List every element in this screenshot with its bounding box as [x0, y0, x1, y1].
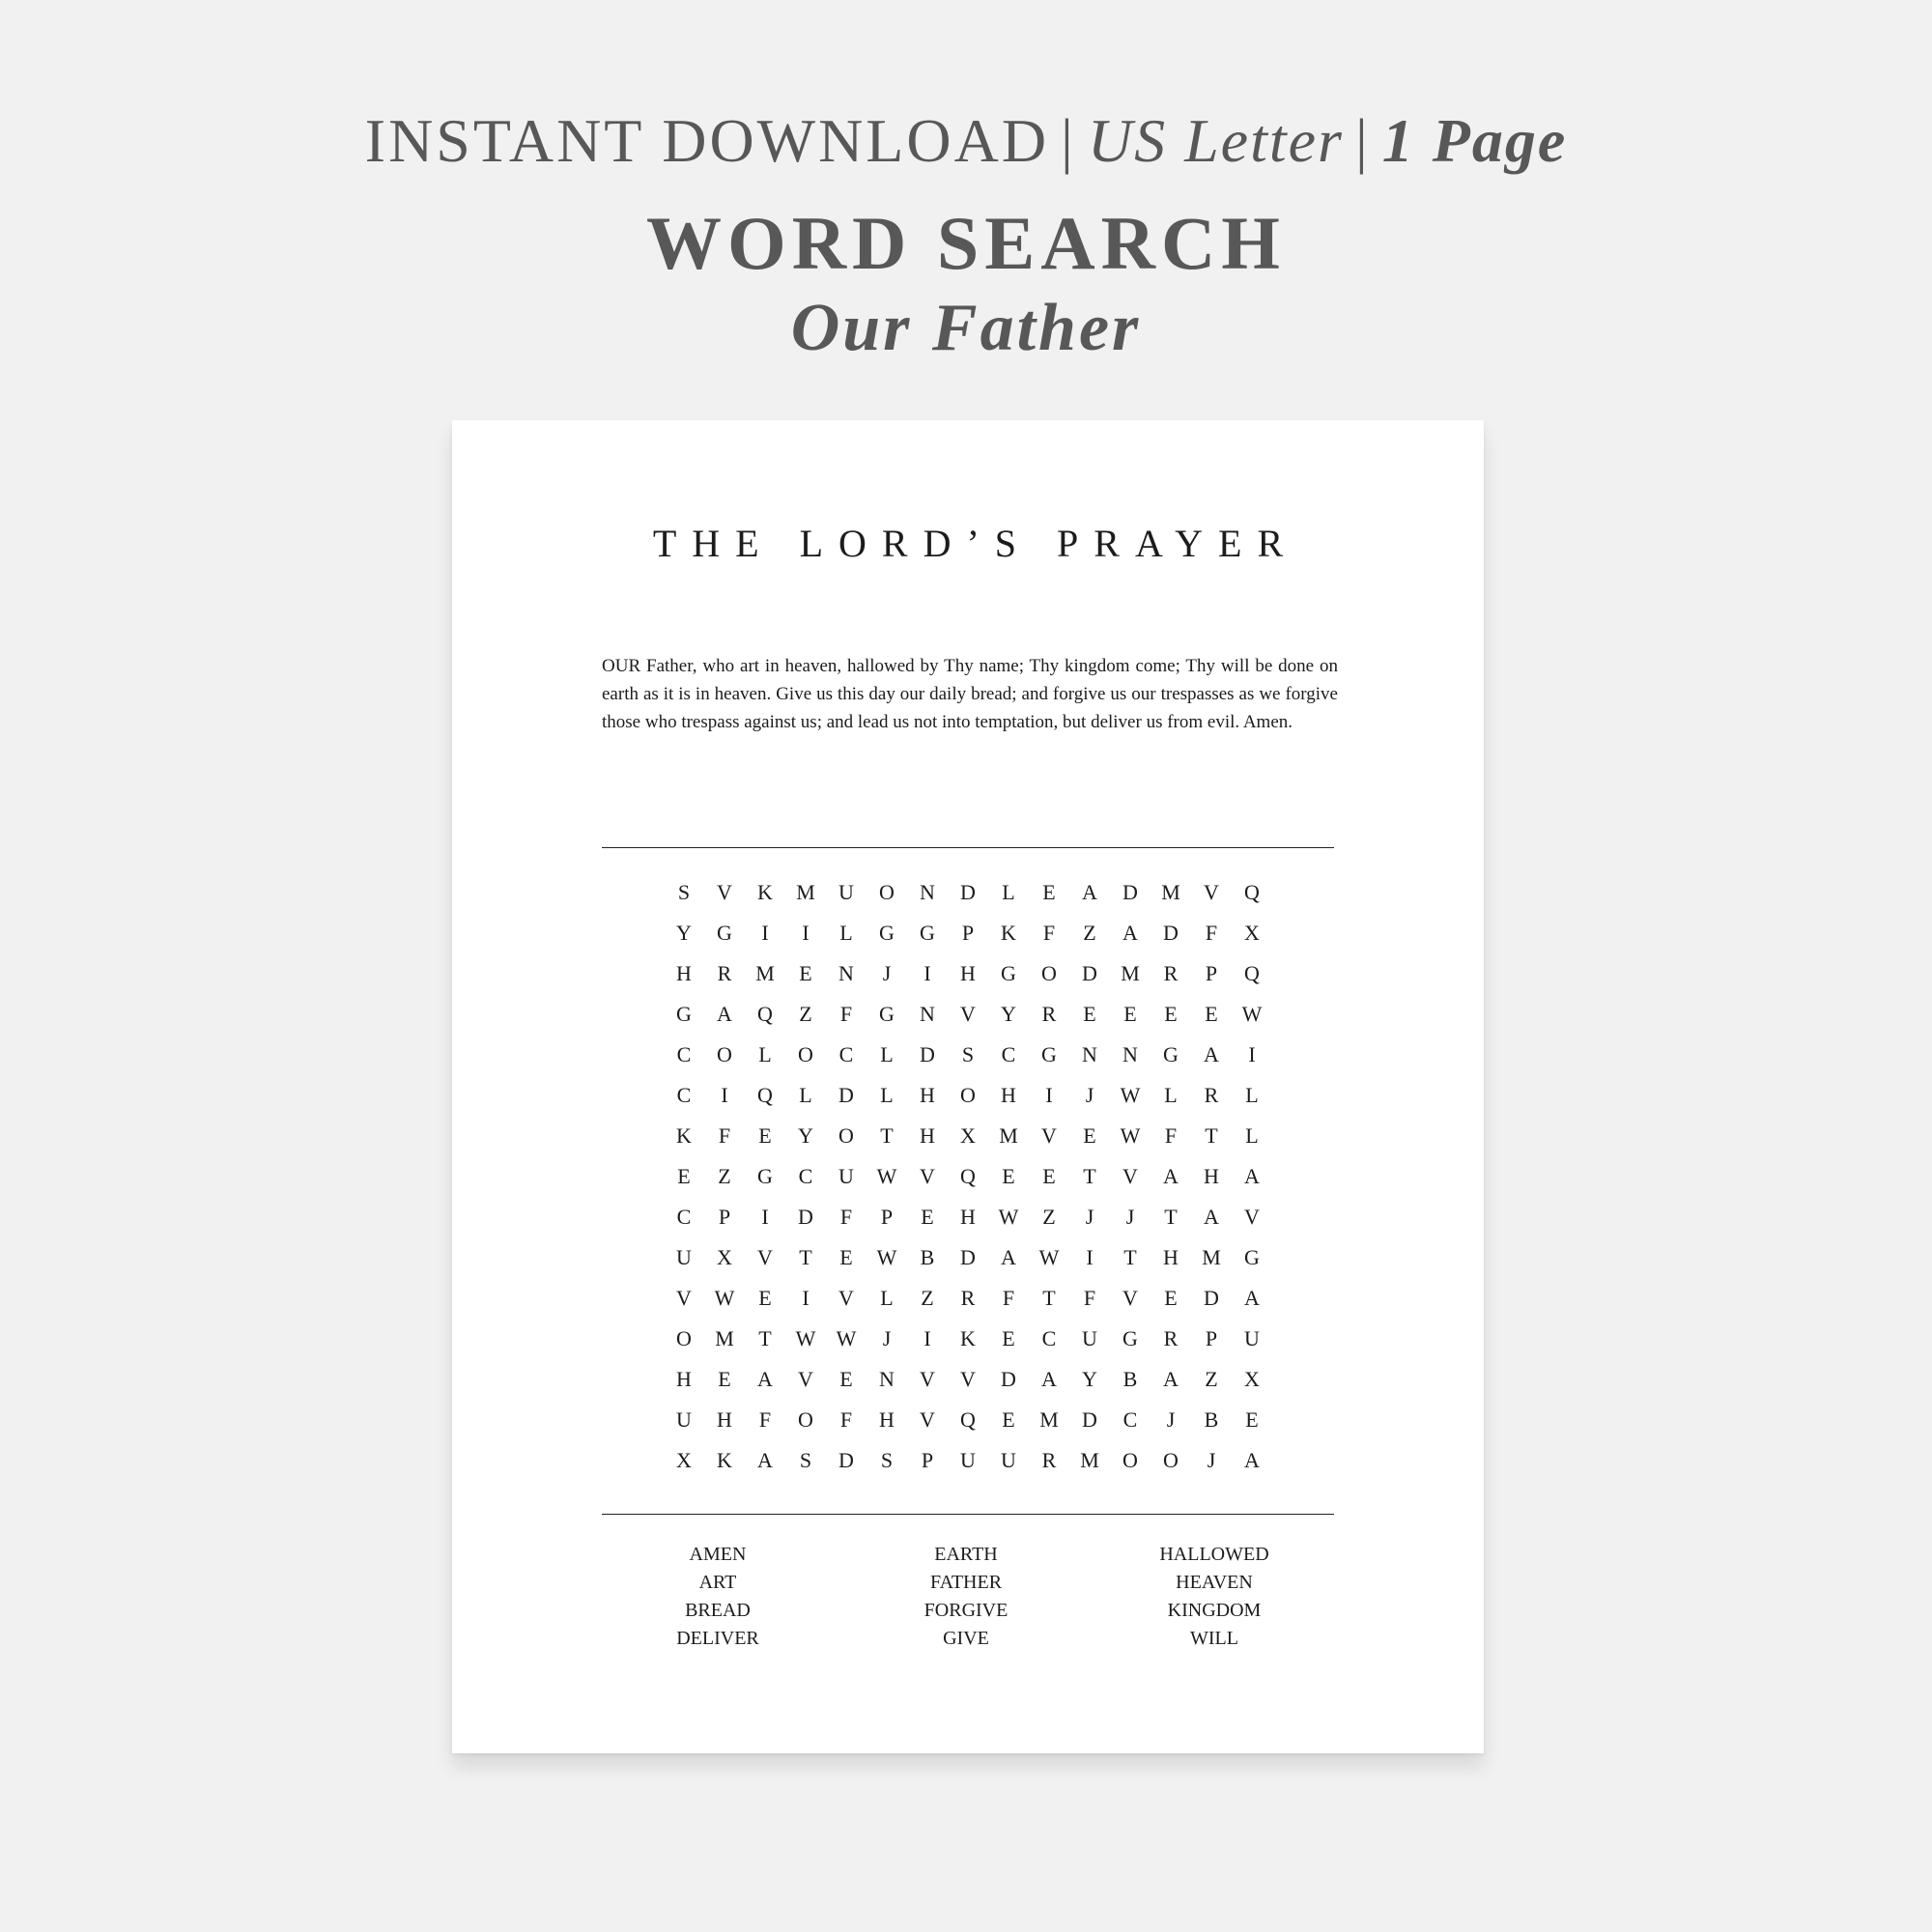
grid-letter: G — [1001, 961, 1016, 985]
grid-letter: T — [880, 1123, 894, 1148]
grid-letter: F — [1205, 921, 1218, 945]
grid-letter: D — [960, 880, 976, 904]
listing-info-line — [0, 104, 1932, 178]
grid-letter: C — [798, 1164, 813, 1188]
word-list-item: GIVE — [943, 1628, 989, 1649]
grid-letter: R — [1204, 1083, 1219, 1107]
grid-letter: L — [799, 1083, 812, 1107]
word-list-item: AMEN — [689, 1544, 747, 1565]
grid-letter: F — [758, 1407, 772, 1432]
grid-letter: W — [1120, 1123, 1141, 1148]
grid-letter: G — [920, 921, 935, 945]
grid-letter: E — [1164, 1002, 1178, 1026]
grid-letter: M — [755, 961, 775, 985]
grid-letter: D — [1204, 1286, 1219, 1310]
grid-letter: O — [960, 1083, 976, 1107]
grid-letter: S — [799, 1448, 812, 1472]
grid-letter: O — [717, 1042, 732, 1066]
grid-letter: R — [717, 961, 732, 985]
grid-letter: V — [1244, 1205, 1260, 1229]
grid-letter: V — [1122, 1164, 1138, 1188]
grid-letter: D — [1163, 921, 1179, 945]
grid-letter: H — [1001, 1083, 1016, 1107]
grid-letter: A — [1244, 1164, 1260, 1188]
grid-letter: E — [1083, 1002, 1096, 1026]
grid-letter: O — [1041, 961, 1057, 985]
grid-letter: U — [1244, 1326, 1260, 1350]
grid-letter: B — [1122, 1367, 1138, 1391]
page-count-label: 1 Page — [1381, 106, 1568, 175]
grid-letter: L — [1164, 1083, 1178, 1107]
grid-letter: R — [1163, 961, 1179, 985]
grid-letter: T — [1123, 1245, 1137, 1269]
grid-letter: V — [1041, 1123, 1057, 1148]
grid-letter: C — [1122, 1407, 1138, 1432]
grid-letter: O — [1122, 1448, 1138, 1472]
grid-letter: T — [1083, 1164, 1096, 1188]
grid-letter: V — [960, 1367, 976, 1391]
grid-letter: U — [1082, 1326, 1097, 1350]
grid-letter: I — [761, 921, 769, 945]
grid-letter: Q — [1244, 880, 1260, 904]
grid-letter: T — [1042, 1286, 1056, 1310]
word-list-item: FORGIVE — [923, 1600, 1009, 1621]
grid-letter: E — [1205, 1002, 1218, 1026]
grid-letter: P — [718, 1205, 731, 1229]
grid-letter: O — [676, 1326, 692, 1350]
grid-letter: D — [1082, 1407, 1097, 1432]
grid-letter: C — [676, 1083, 692, 1107]
printable-sheet — [452, 420, 1484, 1753]
grid-letter: Z — [799, 1002, 812, 1026]
grid-letter: M — [796, 880, 815, 904]
instant-download-label: INSTANT DOWNLOAD — [364, 106, 1050, 175]
grid-letter: Y — [1001, 1002, 1016, 1026]
grid-letter: H — [1204, 1164, 1219, 1188]
grid-letter: A — [717, 1002, 732, 1026]
grid-letter: J — [1166, 1407, 1176, 1432]
grid-letter: V — [1122, 1286, 1138, 1310]
grid-letter: I — [1086, 1245, 1094, 1269]
grid-letter: U — [676, 1407, 692, 1432]
grid-letter: J — [1125, 1205, 1135, 1229]
grid-letter: O — [798, 1042, 813, 1066]
grid-letter: E — [758, 1286, 772, 1310]
grid-letter: J — [1207, 1448, 1216, 1472]
grid-letter: N — [1082, 1042, 1097, 1066]
grid-letter: Z — [921, 1286, 934, 1310]
grid-letter: V — [920, 1367, 935, 1391]
grid-letter: X — [676, 1448, 692, 1472]
grid-letter: Q — [960, 1407, 976, 1432]
grid-letter: I — [923, 961, 931, 985]
grid-letter: J — [1085, 1205, 1094, 1229]
grid-letter: S — [961, 1042, 975, 1066]
grid-letter: H — [717, 1407, 732, 1432]
grid-letter: I — [761, 1205, 769, 1229]
word-list-item: WILL — [1190, 1628, 1238, 1649]
grid-letter: R — [1163, 1326, 1179, 1350]
grid-letter: X — [1244, 921, 1260, 945]
grid-letter: N — [838, 961, 854, 985]
grid-letter: K — [717, 1448, 732, 1472]
grid-letter: U — [1001, 1448, 1016, 1472]
word-list-item: KINGDOM — [1167, 1600, 1262, 1621]
grid-letter: N — [1122, 1042, 1138, 1066]
grid-letter: D — [1001, 1367, 1016, 1391]
grid-letter: A — [1244, 1286, 1260, 1310]
grid-letter: N — [920, 880, 935, 904]
divider — [602, 847, 1334, 848]
grid-letter: E — [1245, 1407, 1259, 1432]
grid-letter: I — [802, 921, 810, 945]
grid-letter: T — [758, 1326, 772, 1350]
grid-letter: V — [920, 1164, 935, 1188]
grid-letter: W — [714, 1286, 735, 1310]
grid-letter: C — [1001, 1042, 1016, 1066]
word-list-column — [611, 1541, 824, 1653]
grid-letter: U — [960, 1448, 976, 1472]
grid-letter: O — [879, 880, 895, 904]
word-list-item: ART — [698, 1572, 737, 1593]
grid-letter: I — [1248, 1042, 1256, 1066]
grid-letter: D — [1082, 961, 1097, 985]
grid-letter: M — [999, 1123, 1018, 1148]
grid-letter: A — [1244, 1448, 1260, 1472]
grid-letter: O — [798, 1407, 813, 1432]
grid-letter: C — [676, 1042, 692, 1066]
grid-letter: A — [1204, 1205, 1219, 1229]
grid-letter: L — [758, 1042, 772, 1066]
grid-letter: Q — [960, 1164, 976, 1188]
grid-letter: L — [880, 1083, 894, 1107]
word-list-item: FATHER — [929, 1572, 1003, 1593]
grid-letter: C — [1041, 1326, 1057, 1350]
grid-letter: H — [676, 1367, 692, 1391]
grid-letter: G — [1122, 1326, 1138, 1350]
separator: | — [1061, 106, 1076, 175]
grid-letter: P — [1205, 961, 1218, 985]
grid-letter: E — [1042, 880, 1056, 904]
grid-letter: N — [879, 1367, 895, 1391]
grid-letter: H — [960, 1205, 976, 1229]
grid-letter: G — [757, 1164, 773, 1188]
grid-letter: U — [838, 880, 854, 904]
grid-letter: W — [998, 1205, 1019, 1229]
grid-letter: L — [880, 1286, 894, 1310]
grid-letter: D — [798, 1205, 813, 1229]
grid-letter: Q — [757, 1002, 773, 1026]
grid-letter: Q — [1244, 961, 1260, 985]
grid-letter: T — [1205, 1123, 1218, 1148]
grid-letter: I — [802, 1286, 810, 1310]
grid-letter: Q — [757, 1083, 773, 1107]
grid-letter: K — [960, 1326, 976, 1350]
grid-letter: K — [757, 880, 773, 904]
word-list-item: DELIVER — [676, 1628, 759, 1649]
grid-letter: H — [920, 1123, 935, 1148]
grid-letter: M — [1121, 961, 1140, 985]
grid-letter: E — [1002, 1326, 1015, 1350]
grid-letter: E — [1042, 1164, 1056, 1188]
grid-letter: Z — [1083, 921, 1096, 945]
grid-letter: F — [1042, 921, 1056, 945]
grid-letter: X — [717, 1245, 732, 1269]
divider — [602, 1514, 1334, 1515]
grid-letter: W — [795, 1326, 816, 1350]
grid-letter: T — [799, 1245, 812, 1269]
grid-letter: A — [1163, 1164, 1179, 1188]
grid-letter: G — [1244, 1245, 1260, 1269]
grid-letter: V — [920, 1407, 935, 1432]
grid-letter: M — [1202, 1245, 1221, 1269]
grid-letter: Y — [798, 1123, 813, 1148]
grid-letter: X — [960, 1123, 976, 1148]
grid-letter: O — [838, 1123, 854, 1148]
grid-letter: E — [1002, 1407, 1015, 1432]
grid-letter: Y — [1082, 1367, 1097, 1391]
word-list-column — [860, 1541, 1072, 1653]
grid-letter: E — [677, 1164, 691, 1188]
grid-letter: B — [1204, 1407, 1219, 1432]
grid-letter: K — [676, 1123, 692, 1148]
grid-letter: A — [757, 1448, 773, 1472]
prayer-text: OUR Father, who art in heaven, hallowed by Thy name; Thy kingdom come; Thy will be done on earth as it is in heaven. Give us this day our daily bread; and forgive us our trespasses as we forgive those who trespass against us; and lead us not into temptation, but deliver us from evil. Amen. — [602, 656, 1338, 732]
grid-letter: D — [960, 1245, 976, 1269]
grid-letter: F — [1164, 1123, 1178, 1148]
grid-letter: L — [1245, 1083, 1259, 1107]
grid-letter: P — [880, 1205, 894, 1229]
grid-letter: J — [882, 1326, 892, 1350]
grid-letter: M — [1039, 1407, 1059, 1432]
grid-letter: W — [876, 1164, 897, 1188]
grid-letter: H — [920, 1083, 935, 1107]
grid-letter: E — [921, 1205, 934, 1229]
grid-letter: Z — [718, 1164, 731, 1188]
grid-letter: A — [1001, 1245, 1016, 1269]
grid-letter: X — [1244, 1367, 1260, 1391]
grid-letter: S — [677, 880, 691, 904]
grid-letter: K — [1001, 921, 1016, 945]
grid-letter: W — [1038, 1245, 1060, 1269]
grid-letter: G — [1163, 1042, 1179, 1066]
grid-letter: A — [1082, 880, 1097, 904]
product-subtitle: Our Father — [790, 291, 1142, 365]
grid-letter: L — [880, 1042, 894, 1066]
sheet-title: THE LORD’S PRAYER — [652, 522, 1299, 565]
product-title: WORD SEARCH — [646, 201, 1286, 285]
word-list-column — [1108, 1541, 1321, 1653]
grid-letter: M — [715, 1326, 734, 1350]
grid-letter: F — [718, 1123, 731, 1148]
grid-letter: E — [1123, 1002, 1137, 1026]
grid-letter: R — [960, 1286, 976, 1310]
grid-letter: L — [1245, 1123, 1259, 1148]
grid-letter: E — [1164, 1286, 1178, 1310]
grid-letter: G — [676, 1002, 692, 1026]
word-list-item: BREAD — [685, 1600, 751, 1621]
grid-letter: E — [799, 961, 812, 985]
grid-letter: E — [718, 1367, 731, 1391]
grid-letter: F — [839, 1205, 853, 1229]
grid-letter: P — [1205, 1326, 1218, 1350]
grid-letter: T — [1164, 1205, 1178, 1229]
grid-letter: U — [838, 1164, 854, 1188]
separator: | — [1354, 106, 1371, 175]
grid-letter: V — [838, 1286, 854, 1310]
grid-letter: L — [839, 921, 853, 945]
word-search-grid — [664, 872, 1272, 1481]
grid-letter: C — [676, 1205, 692, 1229]
grid-letter: R — [1041, 1002, 1057, 1026]
grid-letter: O — [1163, 1448, 1179, 1472]
grid-letter: G — [1041, 1042, 1057, 1066]
grid-letter: Z — [1205, 1367, 1218, 1391]
word-list-item: EARTH — [934, 1544, 998, 1565]
grid-letter: I — [721, 1083, 728, 1107]
grid-letter: G — [879, 921, 895, 945]
grid-letter: F — [1083, 1286, 1096, 1310]
grid-letter: A — [1204, 1042, 1219, 1066]
grid-letter: F — [839, 1002, 853, 1026]
grid-letter: B — [920, 1245, 935, 1269]
grid-letter: L — [1002, 880, 1015, 904]
grid-letter: A — [1122, 921, 1138, 945]
grid-letter: Z — [1042, 1205, 1056, 1229]
grid-letter: E — [1002, 1164, 1015, 1188]
grid-letter: E — [1083, 1123, 1096, 1148]
grid-letter: V — [960, 1002, 976, 1026]
grid-letter: V — [676, 1286, 692, 1310]
grid-letter: H — [676, 961, 692, 985]
grid-letter: D — [920, 1042, 935, 1066]
grid-letter: J — [1085, 1083, 1094, 1107]
grid-letter: I — [923, 1326, 931, 1350]
grid-letter: I — [1045, 1083, 1053, 1107]
grid-letter: H — [960, 961, 976, 985]
grid-letter: M — [1080, 1448, 1099, 1472]
word-list-item: HEAVEN — [1176, 1572, 1253, 1593]
grid-letter: E — [839, 1367, 853, 1391]
grid-letter: S — [880, 1448, 894, 1472]
paper-size-label: US Letter — [1087, 106, 1344, 175]
grid-letter: G — [879, 1002, 895, 1026]
grid-letter: M — [1161, 880, 1180, 904]
grid-letter: F — [839, 1407, 853, 1432]
grid-letter: V — [757, 1245, 773, 1269]
grid-letter: J — [882, 961, 892, 985]
grid-letter: H — [879, 1407, 895, 1432]
grid-letter: D — [1122, 880, 1138, 904]
grid-letter: D — [838, 1448, 854, 1472]
grid-letter: E — [758, 1123, 772, 1148]
grid-letter: E — [839, 1245, 853, 1269]
grid-letter: W — [836, 1326, 857, 1350]
grid-letter: F — [1002, 1286, 1015, 1310]
grid-letter: V — [717, 880, 732, 904]
grid-letter: N — [920, 1002, 935, 1026]
grid-letter: R — [1041, 1448, 1057, 1472]
grid-letter: G — [717, 921, 732, 945]
grid-letter: D — [838, 1083, 854, 1107]
grid-letter: U — [676, 1245, 692, 1269]
grid-letter: H — [1163, 1245, 1179, 1269]
grid-letter: A — [757, 1367, 773, 1391]
grid-letter: W — [876, 1245, 897, 1269]
grid-letter: C — [838, 1042, 854, 1066]
grid-letter: W — [1241, 1002, 1263, 1026]
grid-letter: V — [1204, 880, 1219, 904]
grid-letter: A — [1163, 1367, 1179, 1391]
grid-letter: P — [921, 1448, 934, 1472]
grid-letter: Y — [676, 921, 692, 945]
grid-letter: P — [961, 921, 975, 945]
grid-letter: W — [1120, 1083, 1141, 1107]
grid-letter: V — [798, 1367, 813, 1391]
word-list-item: HALLOWED — [1159, 1544, 1269, 1565]
grid-letter: A — [1041, 1367, 1057, 1391]
